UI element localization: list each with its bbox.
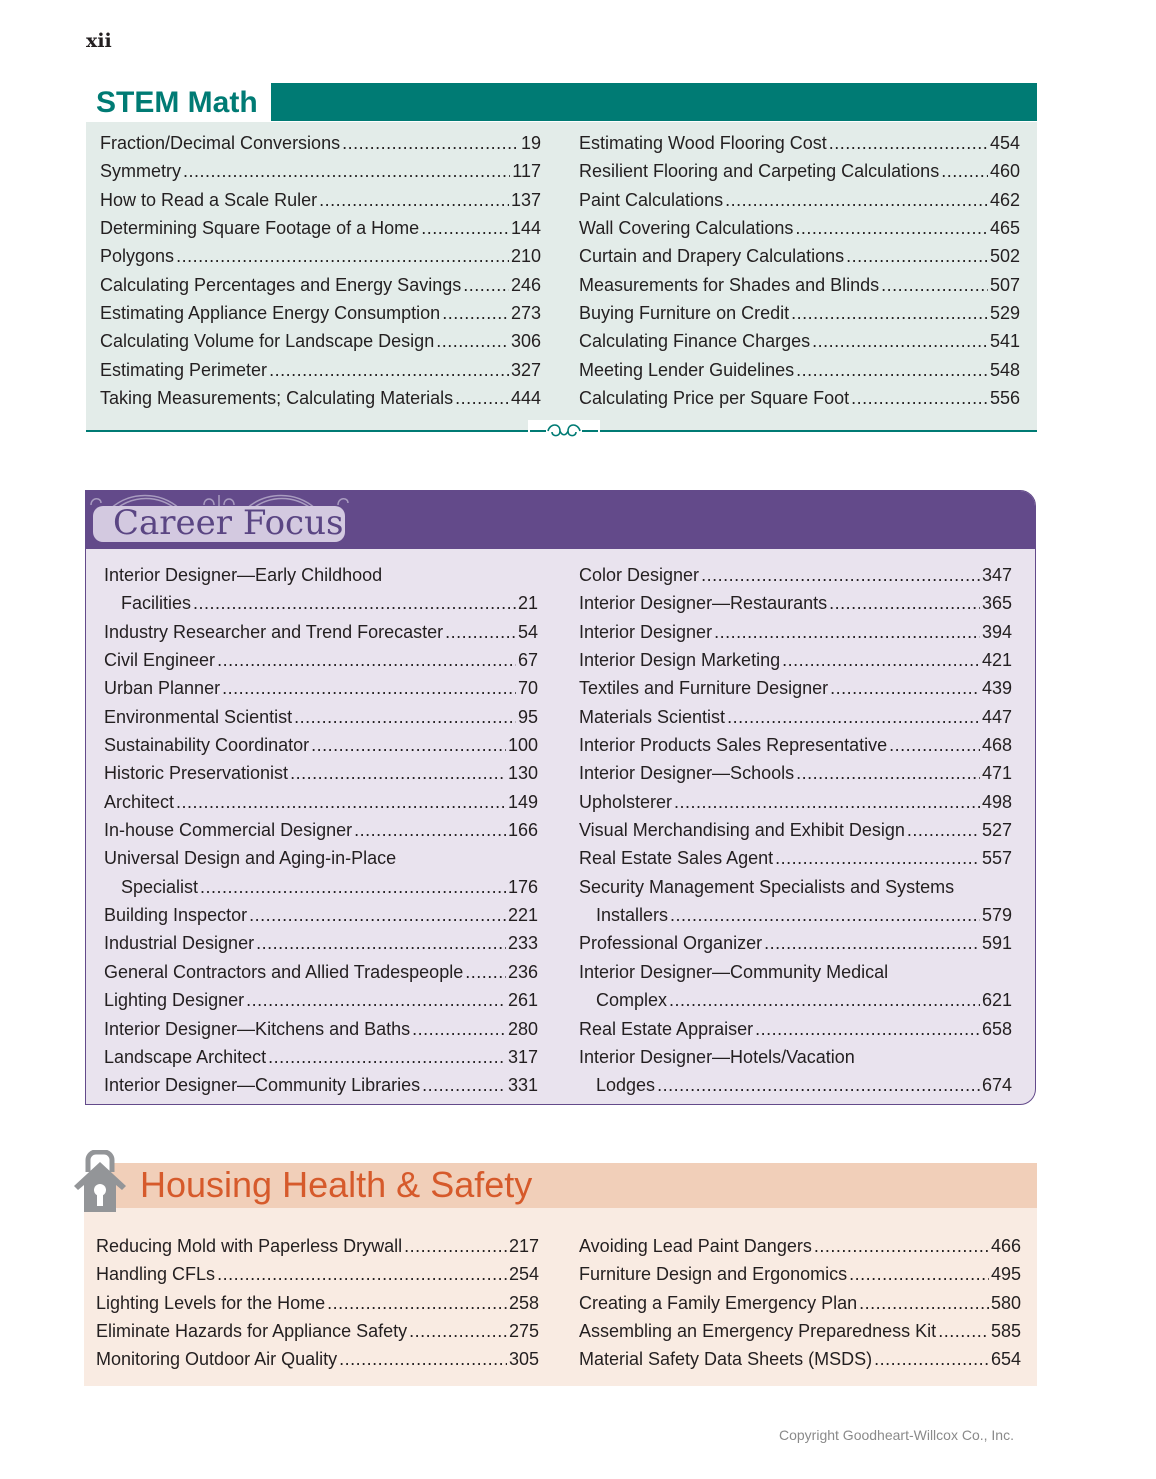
- dot-leader: [354, 816, 506, 844]
- dot-leader: [200, 873, 506, 901]
- entry-title: In-house Commercial Designer: [104, 820, 353, 841]
- entry-title: Interior Designer: [579, 621, 713, 642]
- dot-leader: [775, 844, 980, 872]
- entry-page: 541: [989, 331, 1020, 352]
- dot-leader: [812, 327, 988, 355]
- toc-entry: [104, 958, 538, 986]
- entry-title: Estimating Appliance Energy Consumption: [100, 303, 441, 324]
- dot-leader: [941, 157, 988, 185]
- entry-title: Reducing Mold with Paperless Drywall: [96, 1236, 403, 1256]
- entry-page: 347: [981, 565, 1012, 585]
- dot-leader: [319, 186, 509, 214]
- dot-leader: [669, 986, 980, 1014]
- toc-entry: [579, 674, 1012, 702]
- toc-entry: [579, 759, 1012, 787]
- entry-title: Materials Scientist: [579, 706, 726, 727]
- entry-title: Interior Products Sales Representative: [579, 735, 888, 756]
- entry-page: 67: [517, 650, 538, 671]
- dot-leader: [846, 242, 988, 270]
- career-title: Career Focus: [113, 503, 344, 543]
- toc-entry: [104, 703, 538, 731]
- entry-page: 529: [989, 303, 1020, 324]
- dot-leader: [727, 703, 980, 731]
- entry-title: Interior Design Marketing: [579, 650, 781, 671]
- entry-title: How to Read a Scale Ruler: [100, 189, 318, 210]
- entry-page: 421: [981, 650, 1012, 671]
- entry-page: 365: [981, 593, 1012, 614]
- dot-leader: [814, 1232, 989, 1260]
- entry-page: 117: [512, 161, 541, 182]
- housing-title: [140, 1164, 532, 1206]
- toc-entry-line: [579, 873, 1012, 901]
- toc-entry: [579, 561, 1012, 589]
- entry-page: 305: [508, 1349, 539, 1370]
- toc-entry-line: [579, 1043, 1012, 1071]
- toc-entry: [579, 1232, 1021, 1260]
- entry-title: Interior Designer—Restaurants: [579, 593, 828, 614]
- entry-title: Landscape Architect: [104, 1046, 267, 1067]
- entry-page: 495: [990, 1264, 1021, 1285]
- entry-page: 21: [517, 593, 538, 614]
- entry-title: Color Designer: [579, 565, 700, 585]
- toc-entry: [100, 299, 541, 327]
- entry-page: 674: [981, 1075, 1012, 1096]
- entry-page: 280: [507, 1018, 538, 1039]
- entry-page: 100: [507, 735, 538, 756]
- entry-page: 221: [507, 905, 538, 926]
- stem-header-band: [271, 83, 1037, 121]
- dot-leader: [829, 589, 980, 617]
- dot-leader: [851, 384, 988, 412]
- stem-title: STEM Math: [96, 86, 258, 119]
- entry-page: 144: [510, 218, 541, 239]
- entry-page: 454: [989, 133, 1020, 153]
- dot-leader: [674, 788, 980, 816]
- toc-entry: [104, 1015, 538, 1043]
- entry-title: Symmetry: [100, 161, 181, 182]
- entry-title-continued: Lodges: [596, 1075, 656, 1096]
- dot-leader: [938, 1317, 989, 1345]
- toc-entry: [579, 1071, 1012, 1099]
- dot-leader: [791, 299, 988, 327]
- entry-page: 246: [510, 274, 541, 295]
- entry-page: 19: [520, 133, 541, 153]
- dot-leader: [714, 618, 980, 646]
- housing-right-column: [579, 1232, 1021, 1374]
- toc-entry: [100, 356, 541, 384]
- entry-title: Fraction/Decimal Conversions: [100, 133, 341, 153]
- entry-page: 331: [507, 1075, 538, 1096]
- entry-title: Environmental Scientist: [104, 706, 293, 727]
- entry-title: Determining Square Footage of a Home: [100, 218, 420, 239]
- entry-page: 579: [981, 905, 1012, 926]
- toc-entry: [104, 674, 538, 702]
- entry-page: 54: [517, 621, 538, 642]
- entry-page: 273: [510, 303, 541, 324]
- entry-title: Upholsterer: [579, 791, 673, 812]
- toc-entry: [96, 1260, 539, 1288]
- entry-title: Resilient Flooring and Carpeting Calculations: [579, 161, 940, 182]
- entry-title: Industrial Designer: [104, 933, 255, 954]
- toc-entry: [96, 1345, 539, 1373]
- entry-page: 527: [981, 820, 1012, 841]
- entry-page: 394: [981, 621, 1012, 642]
- entry-page: 580: [990, 1292, 1021, 1313]
- toc-entry: [104, 618, 538, 646]
- dot-leader: [176, 242, 509, 270]
- dot-leader: [404, 1232, 507, 1260]
- dot-leader: [889, 731, 980, 759]
- toc-entry: [104, 731, 538, 759]
- toc-entry: [579, 1260, 1021, 1288]
- dot-leader: [183, 157, 510, 185]
- entry-page: 130: [507, 763, 538, 784]
- toc-entry: [96, 1289, 539, 1317]
- entry-page: 317: [507, 1046, 538, 1067]
- dot-leader: [222, 674, 516, 702]
- dot-leader: [342, 129, 519, 157]
- dot-leader: [859, 1289, 989, 1317]
- entry-title-continued: Facilities: [121, 593, 192, 614]
- toc-entry: [579, 1317, 1021, 1345]
- dot-leader: [246, 986, 506, 1014]
- entry-title-continued: Complex: [596, 990, 668, 1011]
- dot-leader: [176, 788, 506, 816]
- dot-leader: [795, 214, 988, 242]
- toc-entry: [104, 1071, 538, 1099]
- dot-leader: [327, 1289, 507, 1317]
- toc-entry: [579, 986, 1012, 1014]
- toc-entry: [579, 1289, 1021, 1317]
- toc-entry: [100, 327, 541, 355]
- dot-leader: [409, 1317, 507, 1345]
- dot-leader: [294, 703, 516, 731]
- entry-page: 233: [507, 933, 538, 954]
- entry-page: 261: [507, 990, 538, 1011]
- entry-title: Estimating Perimeter: [100, 359, 268, 380]
- dot-leader: [463, 271, 509, 299]
- dot-leader: [290, 759, 506, 787]
- toc-entry-line: [104, 561, 538, 589]
- career-left-column: [104, 561, 538, 1100]
- toc-entry: [579, 901, 1012, 929]
- entry-page: 327: [510, 359, 541, 380]
- toc-entry: [104, 901, 538, 929]
- entry-page: 556: [989, 388, 1020, 409]
- dot-leader: [193, 589, 516, 617]
- entry-title: Interior Designer—Community Medical: [579, 961, 889, 982]
- dot-leader: [445, 618, 516, 646]
- entry-page: 466: [990, 1236, 1021, 1256]
- toc-entry: [579, 242, 1020, 270]
- toc-entry: [579, 271, 1020, 299]
- dot-leader: [881, 271, 988, 299]
- entry-page: 621: [981, 990, 1012, 1011]
- entry-title: Taking Measurements; Calculating Materials: [100, 388, 454, 409]
- entry-title: Calculating Volume for Landscape Design: [100, 331, 435, 352]
- toc-entry: [104, 816, 538, 844]
- dot-leader: [455, 384, 509, 412]
- entry-title: Professional Organizer: [579, 933, 763, 954]
- toc-entry: [96, 1317, 539, 1345]
- dot-leader: [670, 901, 980, 929]
- entry-title: Meeting Lender Guidelines: [579, 359, 795, 380]
- dot-leader: [874, 1345, 989, 1373]
- dot-leader: [796, 759, 980, 787]
- toc-entry-line: [579, 958, 1012, 986]
- toc-entry: [579, 157, 1020, 185]
- entry-title: Lighting Designer: [104, 990, 245, 1011]
- entry-page: 557: [981, 848, 1012, 869]
- entry-page: 498: [981, 791, 1012, 812]
- entry-title: Assembling an Emergency Preparedness Kit: [579, 1321, 937, 1342]
- entry-title-continued: Specialist: [121, 876, 199, 897]
- entry-page: 70: [517, 678, 538, 699]
- entry-title: Industry Researcher and Trend Forecaster: [104, 621, 444, 642]
- housing-title-part1: Housing Health: [140, 1164, 387, 1205]
- toc-entry: [579, 186, 1020, 214]
- toc-entry: [579, 327, 1020, 355]
- toc-entry: [579, 214, 1020, 242]
- entry-title: Interior Designer—Hotels/Vacation: [579, 1046, 855, 1067]
- entry-page: 447: [981, 706, 1012, 727]
- dot-leader: [436, 327, 509, 355]
- toc-entry: [579, 844, 1012, 872]
- dot-leader: [849, 1260, 989, 1288]
- entry-title: Interior Designer—Kitchens and Baths: [104, 1018, 411, 1039]
- entry-page: 210: [510, 246, 541, 267]
- toc-entry: [104, 929, 538, 957]
- dot-leader: [442, 299, 509, 327]
- entry-title: Avoiding Lead Paint Dangers: [579, 1236, 812, 1256]
- dot-leader: [725, 186, 988, 214]
- entry-title: Eliminate Hazards for Appliance Safety: [96, 1321, 408, 1342]
- entry-page: 137: [510, 189, 541, 210]
- toc-entry: [579, 129, 1020, 157]
- entry-title: Handling CFLs: [96, 1264, 216, 1285]
- entry-page: 149: [507, 791, 538, 812]
- entry-title: Universal Design and Aging-in-Place: [104, 848, 397, 869]
- entry-page: 236: [507, 961, 538, 982]
- entry-page: 654: [990, 1349, 1021, 1370]
- toc-entry: [104, 986, 538, 1014]
- entry-page: 258: [508, 1292, 539, 1313]
- toc-entry: [579, 299, 1020, 327]
- entry-page: 502: [989, 246, 1020, 267]
- entry-title: Interior Designer—Community Libraries: [104, 1075, 421, 1096]
- dot-leader: [764, 929, 980, 957]
- entry-title: Lighting Levels for the Home: [96, 1292, 326, 1313]
- entry-page: 254: [508, 1264, 539, 1285]
- entry-title: Security Management Specialists and Systems: [579, 876, 955, 897]
- entry-title: Buying Furniture on Credit: [579, 303, 790, 324]
- dot-leader: [422, 1071, 506, 1099]
- toc-entry: [579, 816, 1012, 844]
- entry-page: 275: [508, 1321, 539, 1342]
- entry-page: 306: [510, 331, 541, 352]
- entry-title: General Contractors and Allied Tradespeople: [104, 961, 464, 982]
- toc-entry: [100, 186, 541, 214]
- entry-title: Sustainability Coordinator: [104, 735, 310, 756]
- entry-page: 585: [990, 1321, 1021, 1342]
- entry-title: Material Safety Data Sheets (MSDS): [579, 1349, 873, 1370]
- entry-title: Creating a Family Emergency Plan: [579, 1292, 858, 1313]
- entry-title: Architect: [104, 791, 175, 812]
- toc-entry: [579, 589, 1012, 617]
- entry-title-continued: Installers: [596, 905, 669, 926]
- entry-title: Visual Merchandising and Exhibit Design: [579, 820, 905, 841]
- entry-title: Paint Calculations: [579, 189, 724, 210]
- housing-left-column: [96, 1232, 539, 1374]
- dot-leader: [465, 958, 506, 986]
- entry-page: 217: [508, 1236, 539, 1256]
- entry-title: Furniture Design and Ergonomics: [579, 1264, 848, 1285]
- entry-page: 95: [517, 706, 538, 727]
- toc-entry: [104, 646, 538, 674]
- dot-leader: [796, 356, 988, 384]
- toc-entry: [104, 589, 538, 617]
- toc-entry: [100, 157, 541, 185]
- entry-title: Historic Preservationist: [104, 763, 289, 784]
- dot-leader: [217, 1260, 507, 1288]
- entry-title: Building Inspector: [104, 905, 248, 926]
- entry-title: Textiles and Furniture Designer: [579, 678, 829, 699]
- entry-page: 465: [989, 218, 1020, 239]
- entry-page: 548: [989, 359, 1020, 380]
- entry-title: Interior Designer—Schools: [579, 763, 795, 784]
- dot-leader: [830, 674, 980, 702]
- stem-right-column: [579, 129, 1020, 412]
- entry-page: 166: [507, 820, 538, 841]
- entry-title: Monitoring Outdoor Air Quality: [96, 1349, 338, 1370]
- entry-title: Urban Planner: [104, 678, 221, 699]
- entry-page: 444: [510, 388, 541, 409]
- toc-entry: [579, 618, 1012, 646]
- toc-entry: [579, 1015, 1012, 1043]
- dot-leader: [249, 901, 506, 929]
- entry-title: Polygons: [100, 246, 175, 267]
- dot-leader: [339, 1345, 507, 1373]
- entry-page: 591: [981, 933, 1012, 954]
- dot-leader: [412, 1015, 506, 1043]
- entry-title: Calculating Percentages and Energy Savings: [100, 274, 462, 295]
- dot-leader: [311, 731, 506, 759]
- toc-entry: [96, 1232, 539, 1260]
- entry-page: 507: [989, 274, 1020, 295]
- entry-page: 462: [989, 189, 1020, 210]
- toc-entry: [579, 731, 1012, 759]
- toc-entry: [579, 1345, 1021, 1373]
- page-number: xii: [86, 30, 112, 52]
- stem-left-column: [100, 129, 541, 412]
- toc-entry: [104, 873, 538, 901]
- copyright-notice: Copyright Goodheart-Willcox Co., Inc.: [779, 1427, 1014, 1443]
- dot-leader: [701, 561, 980, 589]
- toc-entry: [104, 1043, 538, 1071]
- dot-leader: [421, 214, 509, 242]
- house-keyhole-icon: [72, 1150, 128, 1217]
- toc-entry: [100, 384, 541, 412]
- toc-entry: [100, 242, 541, 270]
- toc-entry: [104, 788, 538, 816]
- dot-leader: [782, 646, 980, 674]
- entry-title: Wall Covering Calculations: [579, 218, 794, 239]
- toc-entry: [579, 929, 1012, 957]
- entry-title: Measurements for Shades and Blinds: [579, 274, 880, 295]
- toc-entry: [100, 214, 541, 242]
- housing-title-ampersand: &: [396, 1164, 421, 1205]
- dot-leader: [907, 816, 980, 844]
- toc-entry-line: [104, 844, 538, 872]
- entry-title: Calculating Finance Charges: [579, 331, 811, 352]
- entry-title: Civil Engineer: [104, 650, 216, 671]
- toc-entry: [579, 384, 1020, 412]
- toc-entry: [104, 759, 538, 787]
- dot-leader: [268, 1043, 506, 1071]
- career-header-band: [86, 491, 1035, 549]
- toc-entry: [579, 788, 1012, 816]
- dot-leader: [657, 1071, 980, 1099]
- toc-entry: [579, 356, 1020, 384]
- dot-leader: [217, 646, 516, 674]
- toc-entry: [579, 646, 1012, 674]
- entry-page: 658: [981, 1018, 1012, 1039]
- entry-title: Curtain and Drapery Calculations: [579, 246, 845, 267]
- career-right-column: [579, 561, 1012, 1100]
- flourish-ornament-icon: [528, 420, 600, 442]
- entry-page: 468: [981, 735, 1012, 756]
- entry-page: 176: [507, 876, 538, 897]
- dot-leader: [829, 129, 988, 157]
- entry-title: Real Estate Sales Agent: [579, 848, 774, 869]
- housing-title-part2: Safety: [430, 1164, 533, 1205]
- toc-entry: [100, 271, 541, 299]
- entry-page: 471: [981, 763, 1012, 784]
- dot-leader: [256, 929, 506, 957]
- dot-leader: [755, 1015, 980, 1043]
- entry-title: Calculating Price per Square Foot: [579, 388, 850, 409]
- entry-title: Estimating Wood Flooring Cost: [579, 133, 827, 153]
- toc-entry: [579, 703, 1012, 731]
- entry-title: Interior Designer—Early Childhood: [104, 565, 383, 585]
- entry-page: 460: [989, 161, 1020, 182]
- toc-entry: [100, 129, 541, 157]
- entry-page: 439: [981, 678, 1012, 699]
- entry-title: Real Estate Appraiser: [579, 1018, 754, 1039]
- dot-leader: [269, 356, 509, 384]
